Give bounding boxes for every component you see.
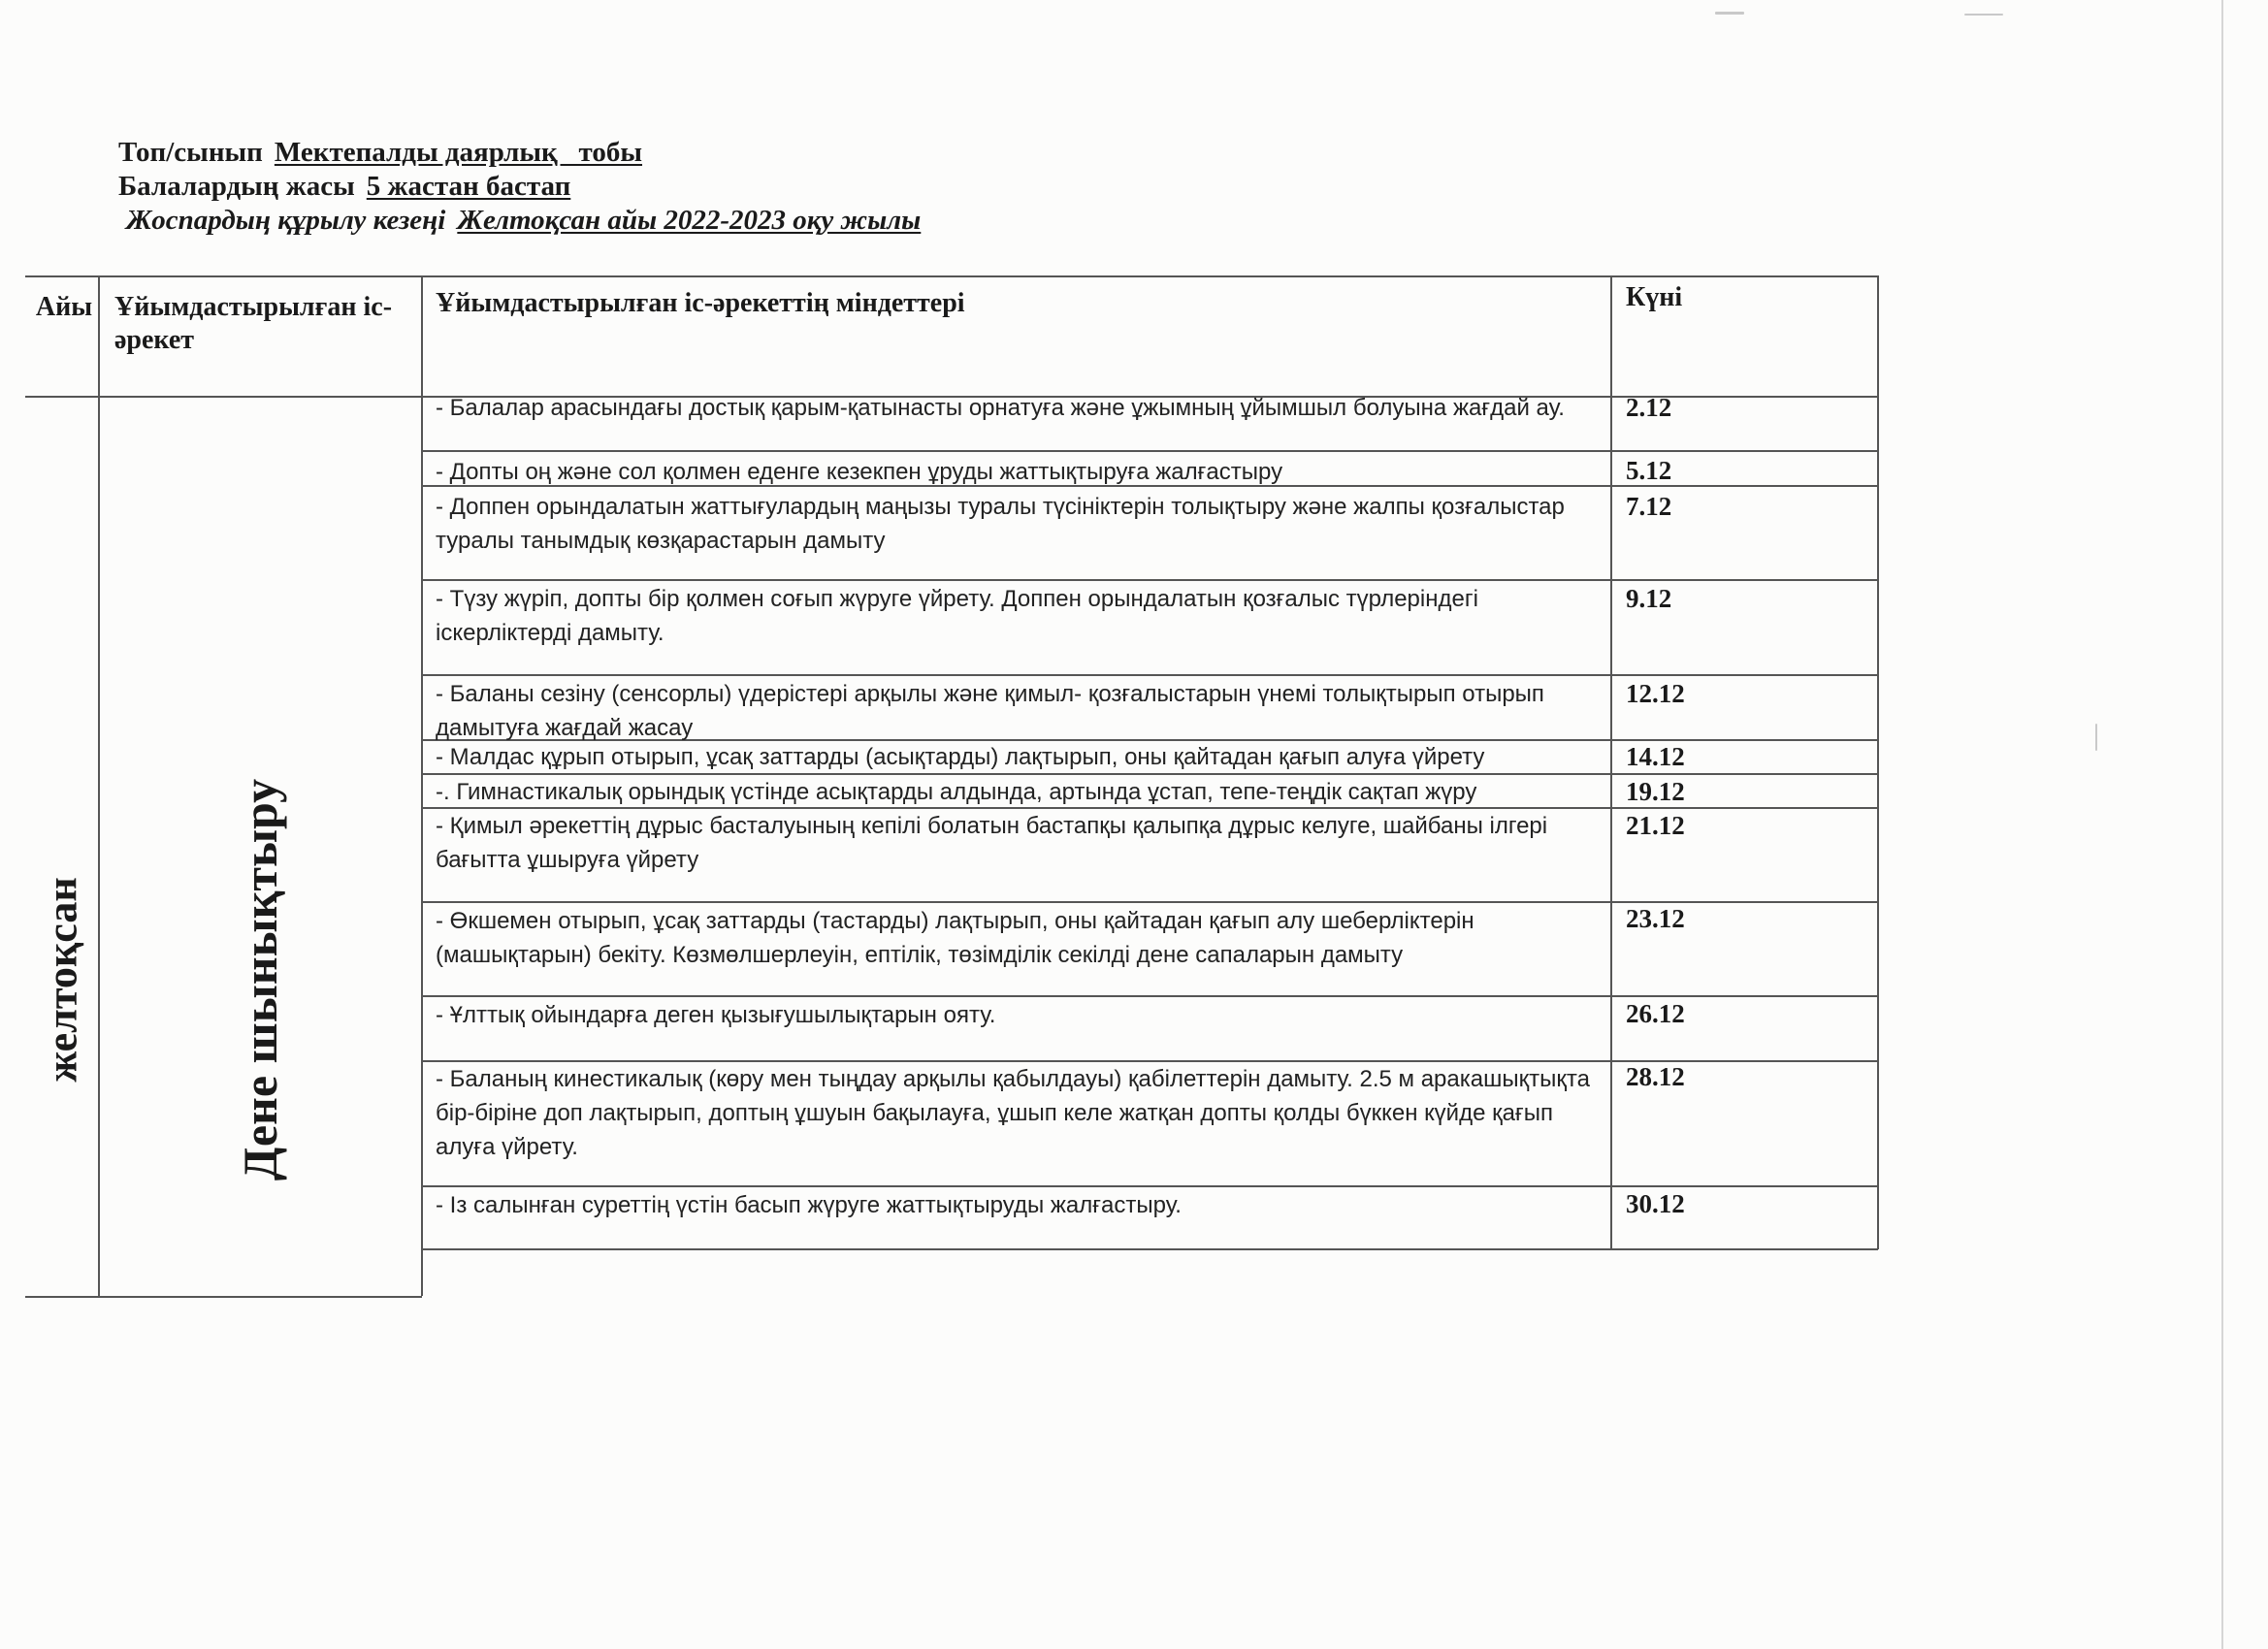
period-value: Желтоқсан айы 2022-2023 оқу жылы xyxy=(457,205,922,236)
scan-speck xyxy=(1715,12,1744,15)
date-cell: 5.12 xyxy=(1626,456,1672,485)
date-cell: 21.12 xyxy=(1626,811,1685,840)
date-cell: 9.12 xyxy=(1626,584,1672,613)
date-cell: 2.12 xyxy=(1626,393,1672,422)
task-cell: - Түзу жүріп, допты бір қолмен соғып жүруге үйрету. Доппен орындалатын қозғалыс түрлеріндегі іскерліктерді дамыту. xyxy=(436,586,1478,646)
date-cell: 14.12 xyxy=(1626,742,1685,771)
date-cell: 19.12 xyxy=(1626,777,1685,806)
table-border xyxy=(1610,275,1612,1249)
table-border xyxy=(98,275,100,1296)
table-border xyxy=(421,275,423,1296)
task-cell: - Із салынған суреттің үстін басып жүруге жаттықтыруды жалғастыру. xyxy=(436,1192,1182,1218)
header-tasks: Ұйымдастырылған іс-әрекеттің міндеттері xyxy=(436,288,965,318)
task-cell: - Баланы сезіну (сенсорлы) үдерістері арқылы және қимыл- қозғалыстарын үнемі толықтырып отырып дамытуға жағдай жасау xyxy=(436,681,1544,741)
task-cell: - Баланың кинестикалық (көру мен тыңдау арқылы қабылдауы) қабілеттерін дамыту. 2.5 м аракашықтықта бір-біріне доп лақтырып, доптың ұшуын бақылауға, ұшып келе жатқан допты қолды бүккен күйде қағып алуға үйрету. xyxy=(436,1066,1590,1160)
task-cell: - Допты оң және сол қолмен еденге кезекпен ұруды жаттықтыруға жалғастыру xyxy=(436,459,1283,485)
task-cell: - Қимыл әрекеттің дұрыс басталуының кепілі болатын бастапқы қалыпқа дұрыс келуге, шайбаны ілгері бағытта ұшыруға үйрету xyxy=(436,813,1548,873)
header-date: Күні xyxy=(1626,282,1683,312)
document-header xyxy=(118,136,921,238)
month-cell: желтоқсан xyxy=(38,877,86,1083)
task-cell: - Ұлттық ойындарға деген қызығушылықтарын ояту. xyxy=(436,1002,996,1028)
period-line xyxy=(126,204,921,238)
date-cell: 7.12 xyxy=(1626,492,1672,521)
row-border xyxy=(421,674,1878,676)
header-month: Айы xyxy=(35,292,93,322)
table-border xyxy=(1877,275,1879,1249)
date-cell: 12.12 xyxy=(1626,679,1685,708)
period-label: Жоспардың құрылу кезеңі xyxy=(126,205,446,236)
task-cell: - Өкшемен отырып, ұсақ заттарды (тастарды) лақтырып, оны қайтадан қағып алу шеберліктерін (машықтарын) бекіту. Көзмөлшерлеуін, ептілік, төзімділік секілді дене сапаларын дамыту xyxy=(436,908,1474,968)
age-label: Балалардың жасы xyxy=(118,171,355,202)
date-cell: 28.12 xyxy=(1626,1062,1685,1091)
task-cell: - Доппен орындалатын жаттығулардың маңызы туралы түсініктерін толықтыру және жалпы қозғалыстар туралы танымдық көзқарастарын дамыту xyxy=(436,494,1565,554)
date-cell: 26.12 xyxy=(1626,999,1685,1028)
header-activity: Ұйымдастырылған іс-әрекет xyxy=(114,292,393,355)
date-cell: 23.12 xyxy=(1626,904,1685,933)
task-cell: -. Гимнастикалық орындық үстінде асықтарды алдында, артында ұстап, тепе-теңдік сақтап жүру xyxy=(436,779,1477,805)
table-border xyxy=(25,275,1878,277)
age-line xyxy=(118,170,921,204)
task-cell: - Балалар арасындағы достық қарым-қатынасты орнатуға және ұжымның ұйымшыл болуына жағдай ау. xyxy=(436,395,1565,421)
group-label: Топ/сынып xyxy=(118,137,263,168)
task-cell: - Малдас құрып отырып, ұсақ заттарды (асықтарды) лақтырып, оны қайтадан қағып алуға үйрету xyxy=(436,744,1485,770)
page-edge xyxy=(2221,0,2223,1649)
scan-speck xyxy=(2095,724,2097,751)
scan-speck xyxy=(1964,14,2003,16)
group-value: Мектепалды даярлық тобы xyxy=(274,137,643,168)
table-border xyxy=(421,1248,1878,1250)
activity-cell: Дене шынықтыру xyxy=(233,778,287,1181)
age-value: 5 жастан бастап xyxy=(366,171,571,202)
table-border xyxy=(25,1296,422,1298)
row-border xyxy=(421,579,1878,581)
row-border xyxy=(421,450,1878,452)
date-cell: 30.12 xyxy=(1626,1189,1685,1218)
group-line xyxy=(118,136,921,170)
